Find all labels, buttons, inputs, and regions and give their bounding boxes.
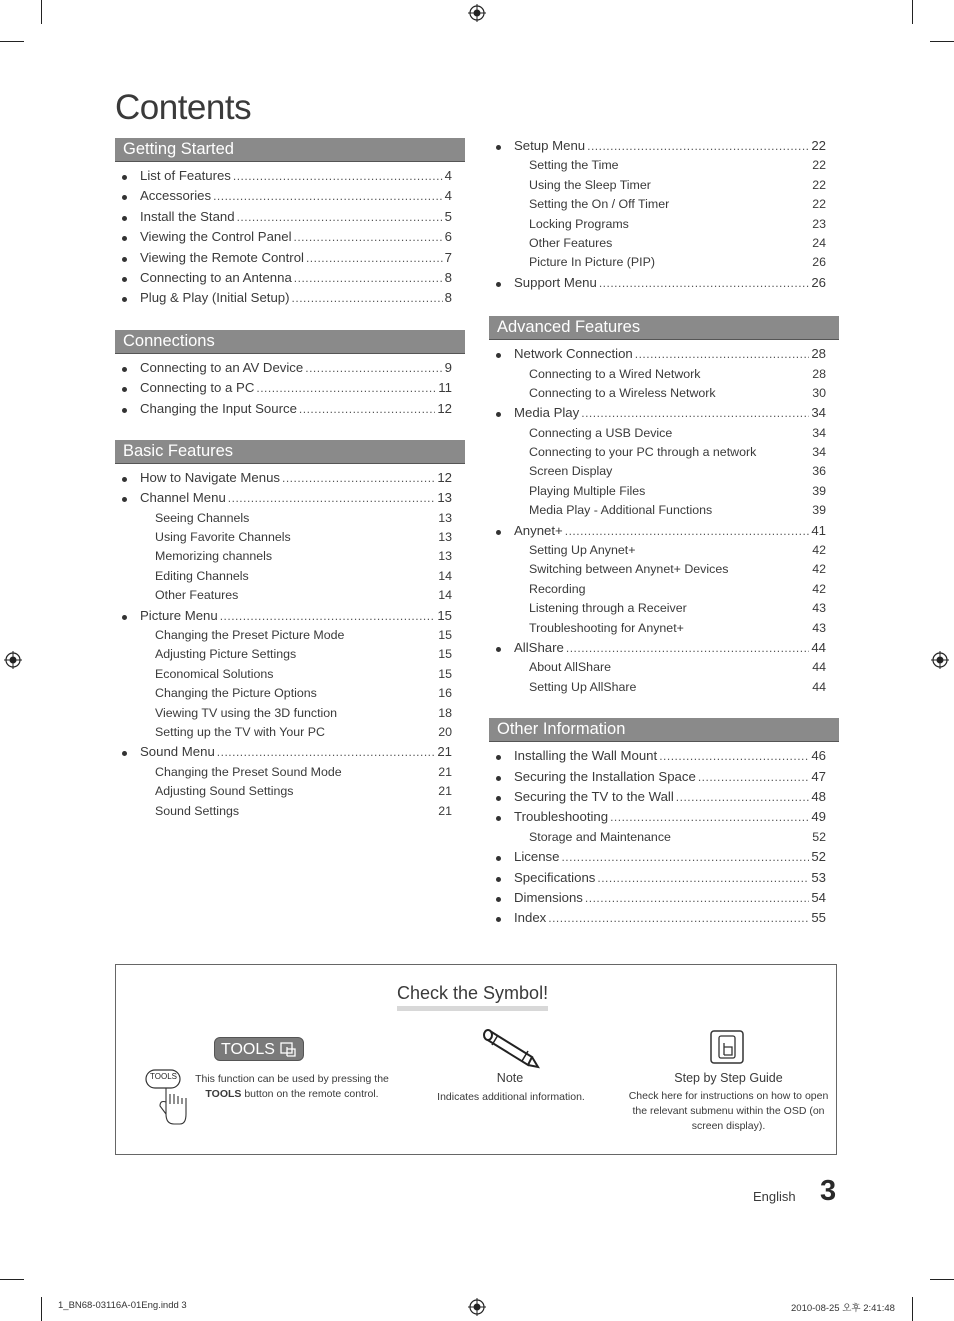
entry-label: Connecting to an AV Device: [140, 359, 304, 375]
entry-label: Troubleshooting: [514, 809, 609, 825]
toc-entry: [115, 209, 465, 229]
entry-label: Using the Sleep Timer: [529, 177, 651, 192]
entry-page-number: 13: [438, 549, 452, 564]
entry-page-number: 52: [812, 829, 826, 844]
toc-entry: [115, 229, 465, 249]
entry-page-number: 13: [438, 530, 452, 545]
entry-label: Setup Menu: [514, 138, 586, 153]
toc-sub-entry: [489, 217, 839, 236]
toc-entry: [115, 188, 465, 208]
toc-sub-entry: [489, 386, 839, 405]
entry-list: [489, 138, 839, 295]
entry-label: List of Features: [140, 168, 231, 183]
entry-page-number: 7: [444, 249, 452, 265]
entry-page-number: 14: [438, 568, 452, 583]
entry-page-number: 6: [444, 229, 452, 245]
entry-label: Memorizing channels: [155, 549, 273, 564]
entry-page-number: 49: [811, 809, 826, 825]
entry-label: Anynet+: [514, 522, 563, 538]
toc-sub-entry: [115, 647, 465, 666]
entry-label: Viewing the Control Panel: [140, 229, 292, 245]
entry-page-number: 18: [438, 705, 452, 720]
dot-leader: [581, 406, 809, 420]
entry-label: Connecting to a Wireless Network: [529, 385, 716, 400]
entry-page-number: 4: [444, 168, 452, 183]
entry-page-number: 14: [438, 588, 452, 603]
toc-sub-entry: [489, 562, 839, 581]
entry-label: Picture Menu: [140, 607, 218, 623]
entry-label: Connecting to your PC through a network: [529, 445, 757, 460]
toc-entry: [489, 769, 839, 789]
entry-page-number: 12: [437, 469, 452, 485]
toc-sub-entry: [489, 830, 839, 849]
section-advanced-features: [489, 316, 839, 699]
toc-sub-entry: [489, 543, 839, 562]
dot-leader: [233, 169, 443, 183]
toc-sub-entry: [489, 178, 839, 197]
entry-label: Setting the On / Off Timer: [529, 197, 670, 212]
toc-sub-entry: [115, 765, 465, 784]
toc-sub-entry: [489, 197, 839, 216]
toc-sub-entry: [115, 569, 465, 588]
entry-label: Switching between Anynet+ Devices: [529, 562, 729, 577]
entry-label: Other Features: [155, 588, 239, 603]
entry-label: Network Connection: [514, 346, 633, 362]
entry-page-number: 21: [438, 803, 452, 818]
entry-label: Install the Stand: [140, 208, 235, 224]
dot-leader: [585, 891, 809, 905]
entry-label: Securing the TV to the Wall: [514, 788, 674, 804]
toc-sub-entry: [115, 784, 465, 803]
entry-label: Media Play: [514, 405, 580, 421]
entry-label: Dimensions: [514, 889, 583, 905]
toc-entry: [115, 250, 465, 270]
entry-page-number: 48: [811, 788, 826, 804]
hand-pointer-icon: [280, 1042, 298, 1058]
dot-leader: [292, 291, 443, 305]
entry-page-number: 28: [812, 366, 826, 381]
dot-leader: [610, 810, 809, 824]
entry-page-number: 43: [812, 601, 826, 616]
dot-leader: [282, 471, 435, 485]
toc-sub-entry: [489, 680, 839, 699]
entry-label: Seeing Channels: [155, 510, 250, 525]
entry-label: Channel Menu: [140, 490, 226, 506]
dot-leader: [228, 491, 436, 505]
section-other-information: [489, 718, 839, 931]
toc-sub-entry: [115, 725, 465, 744]
section-heading: Advanced Features: [489, 316, 839, 340]
dot-leader: [597, 871, 809, 885]
toc-sub-entry: [115, 667, 465, 686]
toc-entry: [115, 470, 465, 490]
toc-sub-entry: [489, 660, 839, 679]
toc-entry: [489, 275, 839, 295]
step-by-step-guide-icon: [709, 1029, 745, 1070]
section-heading: Basic Features: [115, 440, 465, 464]
entry-list: [115, 162, 465, 311]
entry-label: Changing the Input Source: [140, 400, 297, 416]
entry-label: Troubleshooting for Anynet+: [529, 620, 684, 635]
toc-sub-entry: [489, 426, 839, 445]
entry-page-number: 22: [812, 197, 826, 212]
entry-page-number: 21: [438, 784, 452, 799]
crop-mark: [41, 0, 42, 24]
entry-page-number: 15: [438, 647, 452, 662]
entry-label: Recording: [529, 581, 586, 596]
entry-page-number: 26: [812, 255, 826, 270]
entry-list: [115, 354, 465, 421]
entry-label: Viewing TV using the 3D function: [155, 705, 338, 720]
print-slug-date: 2010-08-25 오후 2:41:48: [791, 1303, 895, 1314]
toc-sub-entry: [115, 588, 465, 607]
toc-entry: [115, 490, 465, 510]
entry-page-number: 21: [437, 744, 452, 760]
toc-entry: [489, 523, 839, 543]
toc-entry: [489, 789, 839, 809]
entry-label: Support Menu: [514, 274, 597, 290]
dot-leader: [659, 749, 809, 763]
entry-page-number: 20: [438, 724, 452, 739]
toc-sub-entry: [115, 511, 465, 530]
entry-label: Securing the Installation Space: [514, 768, 696, 784]
entry-label: AllShare: [514, 639, 564, 655]
entry-label: Adjusting Sound Settings: [155, 784, 294, 799]
step-guide-description: Check here for instructions on how to open the relevant submenu within the OSD (on screen display).: [628, 1090, 829, 1132]
crop-mark: [930, 1279, 954, 1280]
entry-page-number: 21: [438, 764, 452, 779]
entry-label: Setting the Time: [529, 158, 619, 173]
entry-label: Index: [514, 910, 547, 926]
dot-leader: [220, 609, 436, 623]
entry-label: Viewing the Remote Control: [140, 249, 304, 265]
entry-label: Changing the Preset Sound Mode: [155, 764, 342, 779]
entry-label: Using Favorite Channels: [155, 530, 291, 545]
toc-left-column: [115, 138, 465, 842]
toc-entry: [115, 744, 465, 764]
registration-mark-icon: [4, 651, 22, 669]
entry-page-number: 8: [444, 290, 452, 306]
toc-sub-entry: [115, 804, 465, 823]
entry-page-number: 22: [812, 158, 826, 173]
entry-page-number: 42: [812, 581, 826, 596]
crop-mark: [912, 1297, 913, 1321]
toc-sub-entry: [489, 484, 839, 503]
toc-sub-entry: [115, 686, 465, 705]
toc-sub-entry: [115, 706, 465, 725]
toc-entry: [489, 849, 839, 869]
dot-leader: [676, 790, 810, 804]
dot-leader: [237, 210, 443, 224]
entry-label: Connecting to a Wired Network: [529, 366, 701, 381]
entry-page-number: 9: [444, 359, 452, 375]
section-heading: Getting Started: [115, 138, 465, 162]
toc-entry: [115, 168, 465, 188]
entry-page-number: 42: [812, 543, 826, 558]
entry-page-number: 8: [444, 269, 452, 285]
toc-sub-entry: [489, 621, 839, 640]
toc-entry: [489, 405, 839, 425]
entry-label: Storage and Maintenance: [529, 829, 671, 844]
crop-mark: [0, 1279, 24, 1280]
toc-entry: [489, 890, 839, 910]
toc-sub-entry: [489, 255, 839, 274]
entry-page-number: 16: [438, 686, 452, 701]
check-symbol-box: [115, 964, 837, 1155]
toc-sub-entry: [489, 445, 839, 464]
entry-page-number: 11: [438, 380, 452, 396]
dot-leader: [566, 641, 809, 655]
note-pencil-icon: [482, 1027, 540, 1074]
entry-list: [115, 464, 465, 823]
entry-label: Setting Up AllShare: [529, 679, 637, 694]
entry-label: Changing the Picture Options: [155, 686, 317, 701]
dot-leader: [587, 139, 809, 153]
toc-entry: [489, 809, 839, 829]
toc-entry: [115, 270, 465, 290]
entry-label: Plug & Play (Initial Setup): [140, 290, 290, 306]
toc-entry: [115, 608, 465, 628]
note-description: Indicates additional information.: [437, 1091, 585, 1103]
entry-label: Editing Channels: [155, 568, 249, 583]
note-label: Note: [496, 1071, 524, 1085]
dot-leader: [635, 347, 810, 361]
entry-page-number: 4: [444, 188, 452, 204]
entry-label: Listening through a Receiver: [529, 601, 687, 616]
toc-sub-entry: [489, 158, 839, 177]
footer-page-number: 3: [820, 1175, 837, 1207]
entry-page-number: 52: [811, 849, 826, 865]
entry-label: Adjusting Picture Settings: [155, 647, 297, 662]
entry-label: License: [514, 849, 560, 865]
section-heading: Connections: [115, 330, 465, 354]
entry-label: Media Play - Additional Functions: [529, 503, 713, 518]
footer-language: English: [753, 1189, 796, 1204]
section-setup: [489, 138, 839, 295]
entry-page-number: 22: [812, 177, 826, 192]
tools-description: [192, 1072, 392, 1102]
entry-page-number: 44: [812, 679, 826, 694]
entry-label: Locking Programs: [529, 216, 629, 231]
entry-page-number: 13: [437, 490, 452, 506]
toc-entry: [489, 138, 839, 158]
entry-page-number: 55: [811, 910, 826, 926]
entry-page-number: 36: [812, 464, 826, 479]
entry-page-number: 39: [812, 483, 826, 498]
step-guide-label: Step by Step Guide: [674, 1071, 783, 1085]
toc-entry: [115, 401, 465, 421]
registration-mark-icon: [468, 4, 486, 22]
toc-sub-entry: [489, 582, 839, 601]
crop-mark: [0, 41, 24, 42]
remote-tools-button-icon: [144, 1068, 188, 1131]
toc-sub-entry: [489, 236, 839, 255]
dot-leader: [698, 770, 810, 784]
section-basic-features: [115, 440, 465, 823]
tools-desc-bold: TOOLS: [205, 1088, 242, 1100]
entry-label: Screen Display: [529, 464, 613, 479]
entry-page-number: 34: [811, 405, 826, 421]
entry-label: Connecting a USB Device: [529, 425, 673, 440]
entry-label: Picture In Picture (PIP): [529, 255, 656, 270]
entry-page-number: 26: [811, 274, 826, 290]
entry-page-number: 34: [812, 445, 826, 460]
entry-label: Sound Menu: [140, 744, 215, 760]
symbol-box-title: Check the Symbol!: [397, 983, 548, 1011]
entry-page-number: 23: [812, 216, 826, 231]
entry-page-number: 43: [812, 620, 826, 635]
toc-sub-entry: [489, 464, 839, 483]
dot-leader: [294, 230, 443, 244]
dot-leader: [256, 381, 436, 395]
entry-page-number: 39: [812, 503, 826, 518]
dot-leader: [217, 745, 436, 759]
toc-entry: [115, 290, 465, 310]
dot-leader: [548, 911, 809, 925]
page-title: Contents: [115, 88, 252, 127]
entry-page-number: 13: [438, 510, 452, 525]
entry-page-number: 15: [438, 628, 452, 643]
toc-sub-entry: [115, 530, 465, 549]
toc-right-column: [489, 138, 839, 950]
entry-label: Other Features: [529, 235, 613, 250]
entry-label: Changing the Preset Picture Mode: [155, 628, 345, 643]
tools-badge: [214, 1037, 304, 1061]
entry-page-number: 53: [811, 869, 826, 885]
tools-desc-text-end: button on the remote control.: [244, 1088, 379, 1100]
entry-page-number: 41: [811, 522, 826, 538]
dot-leader: [561, 850, 809, 864]
entry-label: Sound Settings: [155, 803, 240, 818]
entry-label: Setting up the TV with Your PC: [155, 724, 325, 739]
entry-label: Specifications: [514, 869, 596, 885]
toc-entry: [115, 360, 465, 380]
entry-list: [489, 340, 839, 699]
registration-mark-icon: [931, 651, 949, 669]
toc-entry: [489, 910, 839, 930]
dot-leader: [213, 189, 443, 203]
dot-leader: [294, 271, 443, 285]
toc-sub-entry: [489, 601, 839, 620]
entry-page-number: 54: [811, 889, 826, 905]
section-getting-started: [115, 138, 465, 311]
entry-label: Accessories: [140, 188, 212, 204]
toc-entry: [489, 748, 839, 768]
entry-label: Playing Multiple Files: [529, 483, 646, 498]
entry-label: Setting Up Anynet+: [529, 543, 636, 558]
dot-leader: [299, 402, 435, 416]
entry-label: About AllShare: [529, 660, 611, 675]
dot-leader: [599, 276, 809, 290]
entry-page-number: 47: [811, 768, 826, 784]
tools-badge-label: TOOLS: [221, 1041, 275, 1058]
toc-sub-entry: [489, 503, 839, 522]
entry-label: Connecting to a PC: [140, 380, 255, 396]
crop-mark: [912, 0, 913, 24]
toc-sub-entry: [115, 628, 465, 647]
entry-list: [489, 742, 839, 931]
entry-page-number: 15: [437, 607, 452, 623]
entry-page-number: 46: [811, 748, 826, 764]
registration-mark-icon: [468, 1298, 486, 1316]
entry-label: Installing the Wall Mount: [514, 748, 658, 764]
dot-leader: [306, 251, 443, 265]
toc-entry: [115, 380, 465, 400]
entry-label: How to Navigate Menus: [140, 469, 281, 485]
tools-desc-text: This function can be used by pressing the: [195, 1073, 389, 1085]
dot-leader: [305, 361, 442, 375]
entry-page-number: 5: [444, 208, 452, 224]
entry-page-number: 44: [812, 660, 826, 675]
entry-page-number: 28: [811, 346, 826, 362]
entry-page-number: 24: [812, 235, 826, 250]
entry-page-number: 22: [811, 138, 826, 153]
entry-label: Connecting to an Antenna: [140, 269, 292, 285]
entry-page-number: 44: [811, 639, 826, 655]
entry-page-number: 30: [812, 385, 826, 400]
entry-page-number: 34: [812, 425, 826, 440]
toc-sub-entry: [489, 367, 839, 386]
crop-mark: [930, 41, 954, 42]
dot-leader: [565, 524, 810, 538]
crop-mark: [41, 1297, 42, 1321]
toc-entry: [489, 640, 839, 660]
section-heading: Other Information: [489, 718, 839, 742]
toc-sub-entry: [115, 549, 465, 568]
toc-entry: [489, 346, 839, 366]
remote-button-label: TOOLS: [150, 1072, 177, 1081]
print-slug-file: 1_BN68-03116A-01Eng.indd 3: [58, 1300, 187, 1311]
entry-page-number: 12: [437, 400, 452, 416]
entry-label: Economical Solutions: [155, 666, 274, 681]
toc-entry: [489, 870, 839, 890]
section-connections: [115, 330, 465, 421]
entry-page-number: 15: [438, 666, 452, 681]
entry-page-number: 42: [812, 562, 826, 577]
